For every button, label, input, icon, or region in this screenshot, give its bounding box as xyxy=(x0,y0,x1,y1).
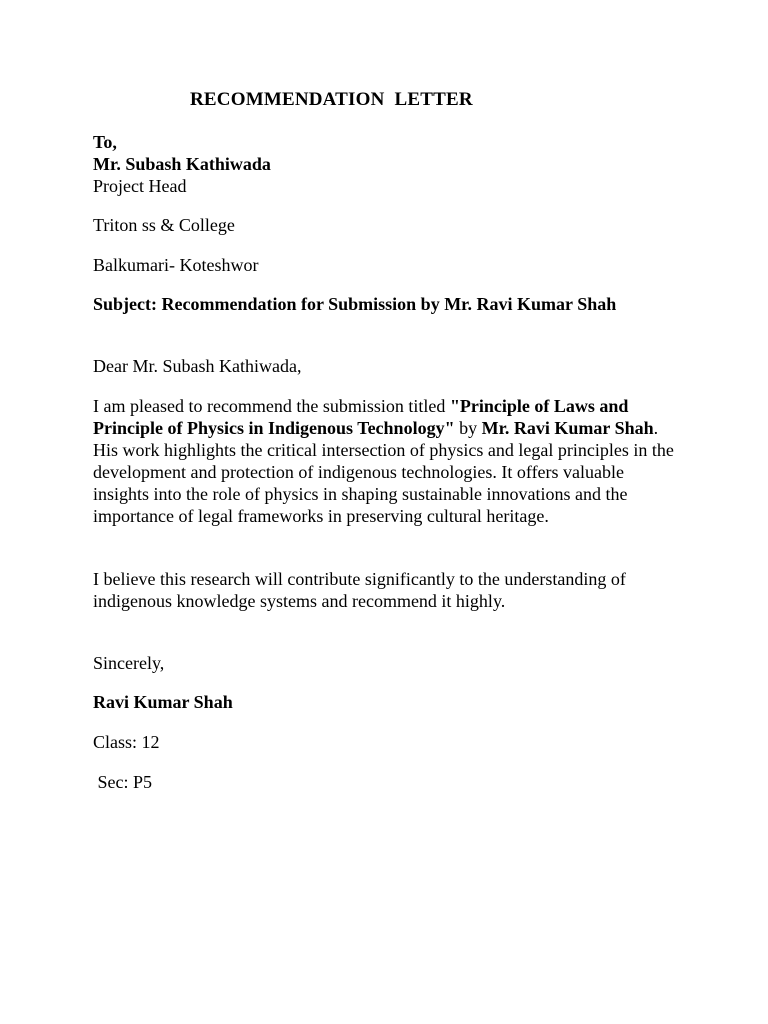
recipient-role: Project Head xyxy=(93,176,187,196)
body-paragraph-2: I believe this research will contribute significantly to the understanding of indigenous knowledge systems and recommend it highly. xyxy=(93,569,626,611)
signer-section: Sec: P5 xyxy=(93,772,153,792)
letter-greeting: Dear Mr. Subash Kathiwada, xyxy=(93,356,302,376)
signer-name: Ravi Kumar Shah xyxy=(93,692,233,712)
recipient-block xyxy=(93,131,678,197)
paragraph1-intro: I am pleased to recommend the submission titled xyxy=(93,396,450,416)
signer-class: Class: 12 xyxy=(93,732,160,752)
paragraph1-work-title: "Principle of Laws and Principle of Physics in Indigenous Technology" xyxy=(93,396,629,438)
body-paragraph-1 xyxy=(93,395,678,527)
paragraph1-by: by xyxy=(454,418,482,438)
recipient-organization: Triton ss & College xyxy=(93,215,235,235)
letter-subject: Subject: Recommendation for Submission by Mr. Ravi Kumar Shah xyxy=(93,294,617,314)
paragraph1-rest: . His work highlights the critical intersection of physics and legal principles in the development and protection of indigenous technologies. It offers valuable insights into the role of physics in shaping sustainable innovations and the importance of legal frameworks in preserving cultural heritage. xyxy=(93,418,674,526)
letter-closing: Sincerely, xyxy=(93,653,165,673)
paragraph1-author: Mr. Ravi Kumar Shah xyxy=(481,418,654,438)
letter-title: RECOMMENDATION LETTER xyxy=(190,89,473,110)
recipient-address: Balkumari- Koteshwor xyxy=(93,255,259,275)
recipient-name: Mr. Subash Kathiwada xyxy=(93,154,271,174)
salutation-to: To, xyxy=(93,132,117,152)
